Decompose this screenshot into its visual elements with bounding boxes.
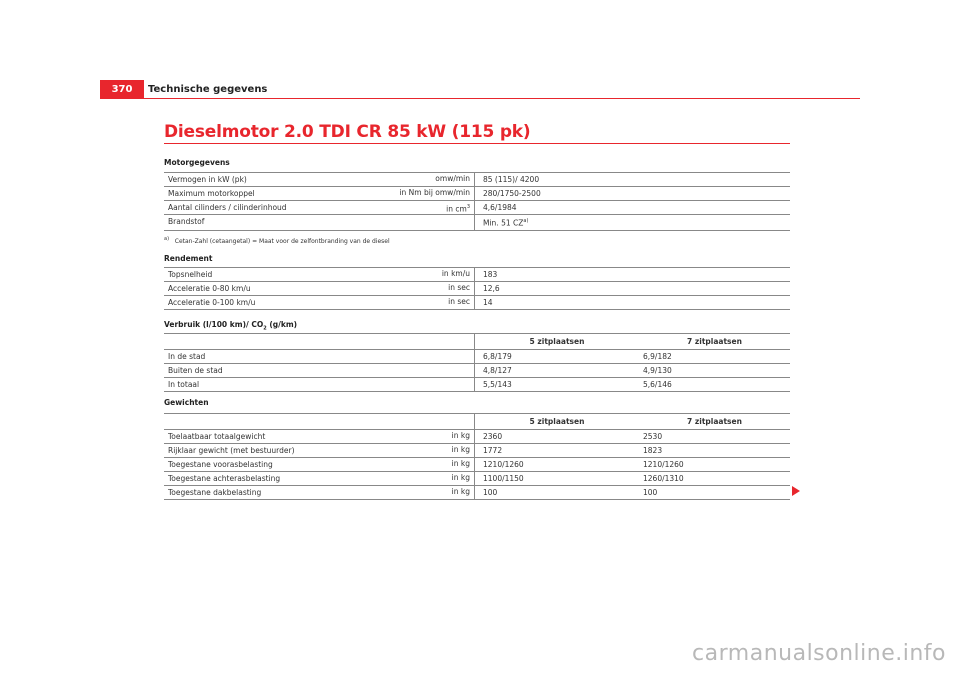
rendement-table — [164, 267, 790, 310]
row-label: Aantal cilinders / cilinderinhoud — [168, 202, 287, 212]
column-header: 7 zitplaatsen — [635, 414, 790, 430]
row-value: 100 — [635, 486, 790, 500]
row-label: Toegestane achterasbelasting — [168, 473, 281, 483]
table-row — [164, 268, 790, 282]
row-value: 6,8/179 — [475, 350, 636, 364]
row-value: 1210/1260 — [635, 458, 790, 472]
title-divider — [164, 143, 790, 144]
row-value: 4,6/1984 — [475, 201, 791, 215]
row-unit: in sec — [448, 283, 470, 292]
row-value: 14 — [475, 296, 791, 310]
table-row — [164, 430, 790, 444]
row-label: Acceleratie 0-80 km/u — [168, 283, 251, 293]
gewichten-heading: Gewichten — [164, 398, 209, 407]
footnote-marker: a) — [164, 236, 170, 242]
header-divider — [100, 98, 860, 99]
rendement-heading: Rendement — [164, 254, 213, 263]
row-value: 183 — [475, 268, 791, 282]
row-value: 5,5/143 — [475, 378, 636, 392]
row-value: 1823 — [635, 444, 790, 458]
row-value: 5,6/146 — [635, 378, 790, 392]
table-row — [164, 350, 790, 364]
row-label: Acceleratie 0-100 km/u — [168, 297, 256, 307]
column-header: 7 zitplaatsen — [635, 334, 790, 350]
row-unit: in Nm bij omw/min — [399, 188, 470, 197]
gewichten-table — [164, 413, 790, 500]
table-row — [164, 173, 790, 187]
row-value: 1100/1150 — [475, 472, 636, 486]
row-unit: in cm — [446, 204, 467, 214]
table-row — [164, 215, 790, 231]
watermark: carmanualsonline.info — [692, 641, 946, 666]
table-row — [164, 282, 790, 296]
row-value: 2530 — [635, 430, 790, 444]
unit-superscript: 3 — [466, 204, 470, 210]
table-row — [164, 187, 790, 201]
footnote — [164, 236, 390, 245]
table-row — [164, 378, 790, 392]
page-number: 370 — [100, 80, 144, 98]
row-value: 1210/1260 — [475, 458, 636, 472]
row-label: In de stad — [164, 350, 475, 364]
row-label: Brandstof — [168, 217, 205, 227]
row-unit: in km/u — [441, 269, 470, 278]
row-label: Toelaatbaar totaalgewicht — [168, 431, 266, 441]
row-value: 1260/1310 — [635, 472, 790, 486]
row-value: 4,8/127 — [475, 364, 636, 378]
row-unit: in kg — [451, 473, 470, 482]
column-header: 5 zitplaatsen — [475, 334, 636, 350]
page-title: Dieselmotor 2.0 TDI CR 85 kW (115 pk) — [164, 122, 531, 142]
table-row — [164, 486, 790, 500]
table-row — [164, 296, 790, 310]
row-label: Rijklaar gewicht (met bestuurder) — [168, 445, 295, 455]
row-label: Toegestane voorasbelasting — [168, 459, 273, 469]
row-value: 280/1750-2500 — [475, 187, 791, 201]
row-value: 85 (115)/ 4200 — [475, 173, 791, 187]
section-title: Technische gegevens — [148, 84, 268, 95]
row-label: Topsnelheid — [168, 269, 213, 279]
table-row — [164, 364, 790, 378]
table-header-row — [164, 414, 790, 430]
row-value: 6,9/182 — [635, 350, 790, 364]
table-row — [164, 201, 790, 215]
row-unit: in kg — [451, 459, 470, 468]
table-row — [164, 472, 790, 486]
row-value: Min. 51 CZ — [483, 218, 524, 228]
row-unit: in sec — [448, 297, 470, 306]
row-value: 100 — [475, 486, 636, 500]
footnote-ref: a) — [523, 218, 529, 224]
row-value: 12,6 — [475, 282, 791, 296]
row-value: 1772 — [475, 444, 636, 458]
row-label: Toegestane dakbelasting — [168, 487, 262, 497]
motor-heading: Motorgegevens — [164, 158, 230, 167]
table-row — [164, 444, 790, 458]
motor-table — [164, 172, 790, 231]
row-value: 4,9/130 — [635, 364, 790, 378]
row-unit: in kg — [451, 431, 470, 440]
column-header: 5 zitplaatsen — [475, 414, 636, 430]
row-unit: in kg — [451, 445, 470, 454]
row-label: In totaal — [164, 378, 475, 392]
table-header-row — [164, 334, 790, 350]
verbruik-table — [164, 333, 790, 392]
verbruik-heading: Verbruik (l/100 km)/ $CO_2$ (g/km) — [164, 320, 298, 332]
row-value: 2360 — [475, 430, 636, 444]
row-unit: in kg — [451, 487, 470, 496]
row-label: Maximum motorkoppel — [168, 188, 255, 198]
footnote-text: Cetan-Zahl (cetaangetal) = Maat voor de zelfontbranding van de diesel — [174, 238, 390, 245]
row-unit: omw/min — [435, 174, 470, 183]
table-row — [164, 458, 790, 472]
continue-arrow-icon — [792, 486, 800, 496]
row-label: Buiten de stad — [164, 364, 475, 378]
row-label: Vermogen in kW (pk) — [168, 174, 247, 184]
